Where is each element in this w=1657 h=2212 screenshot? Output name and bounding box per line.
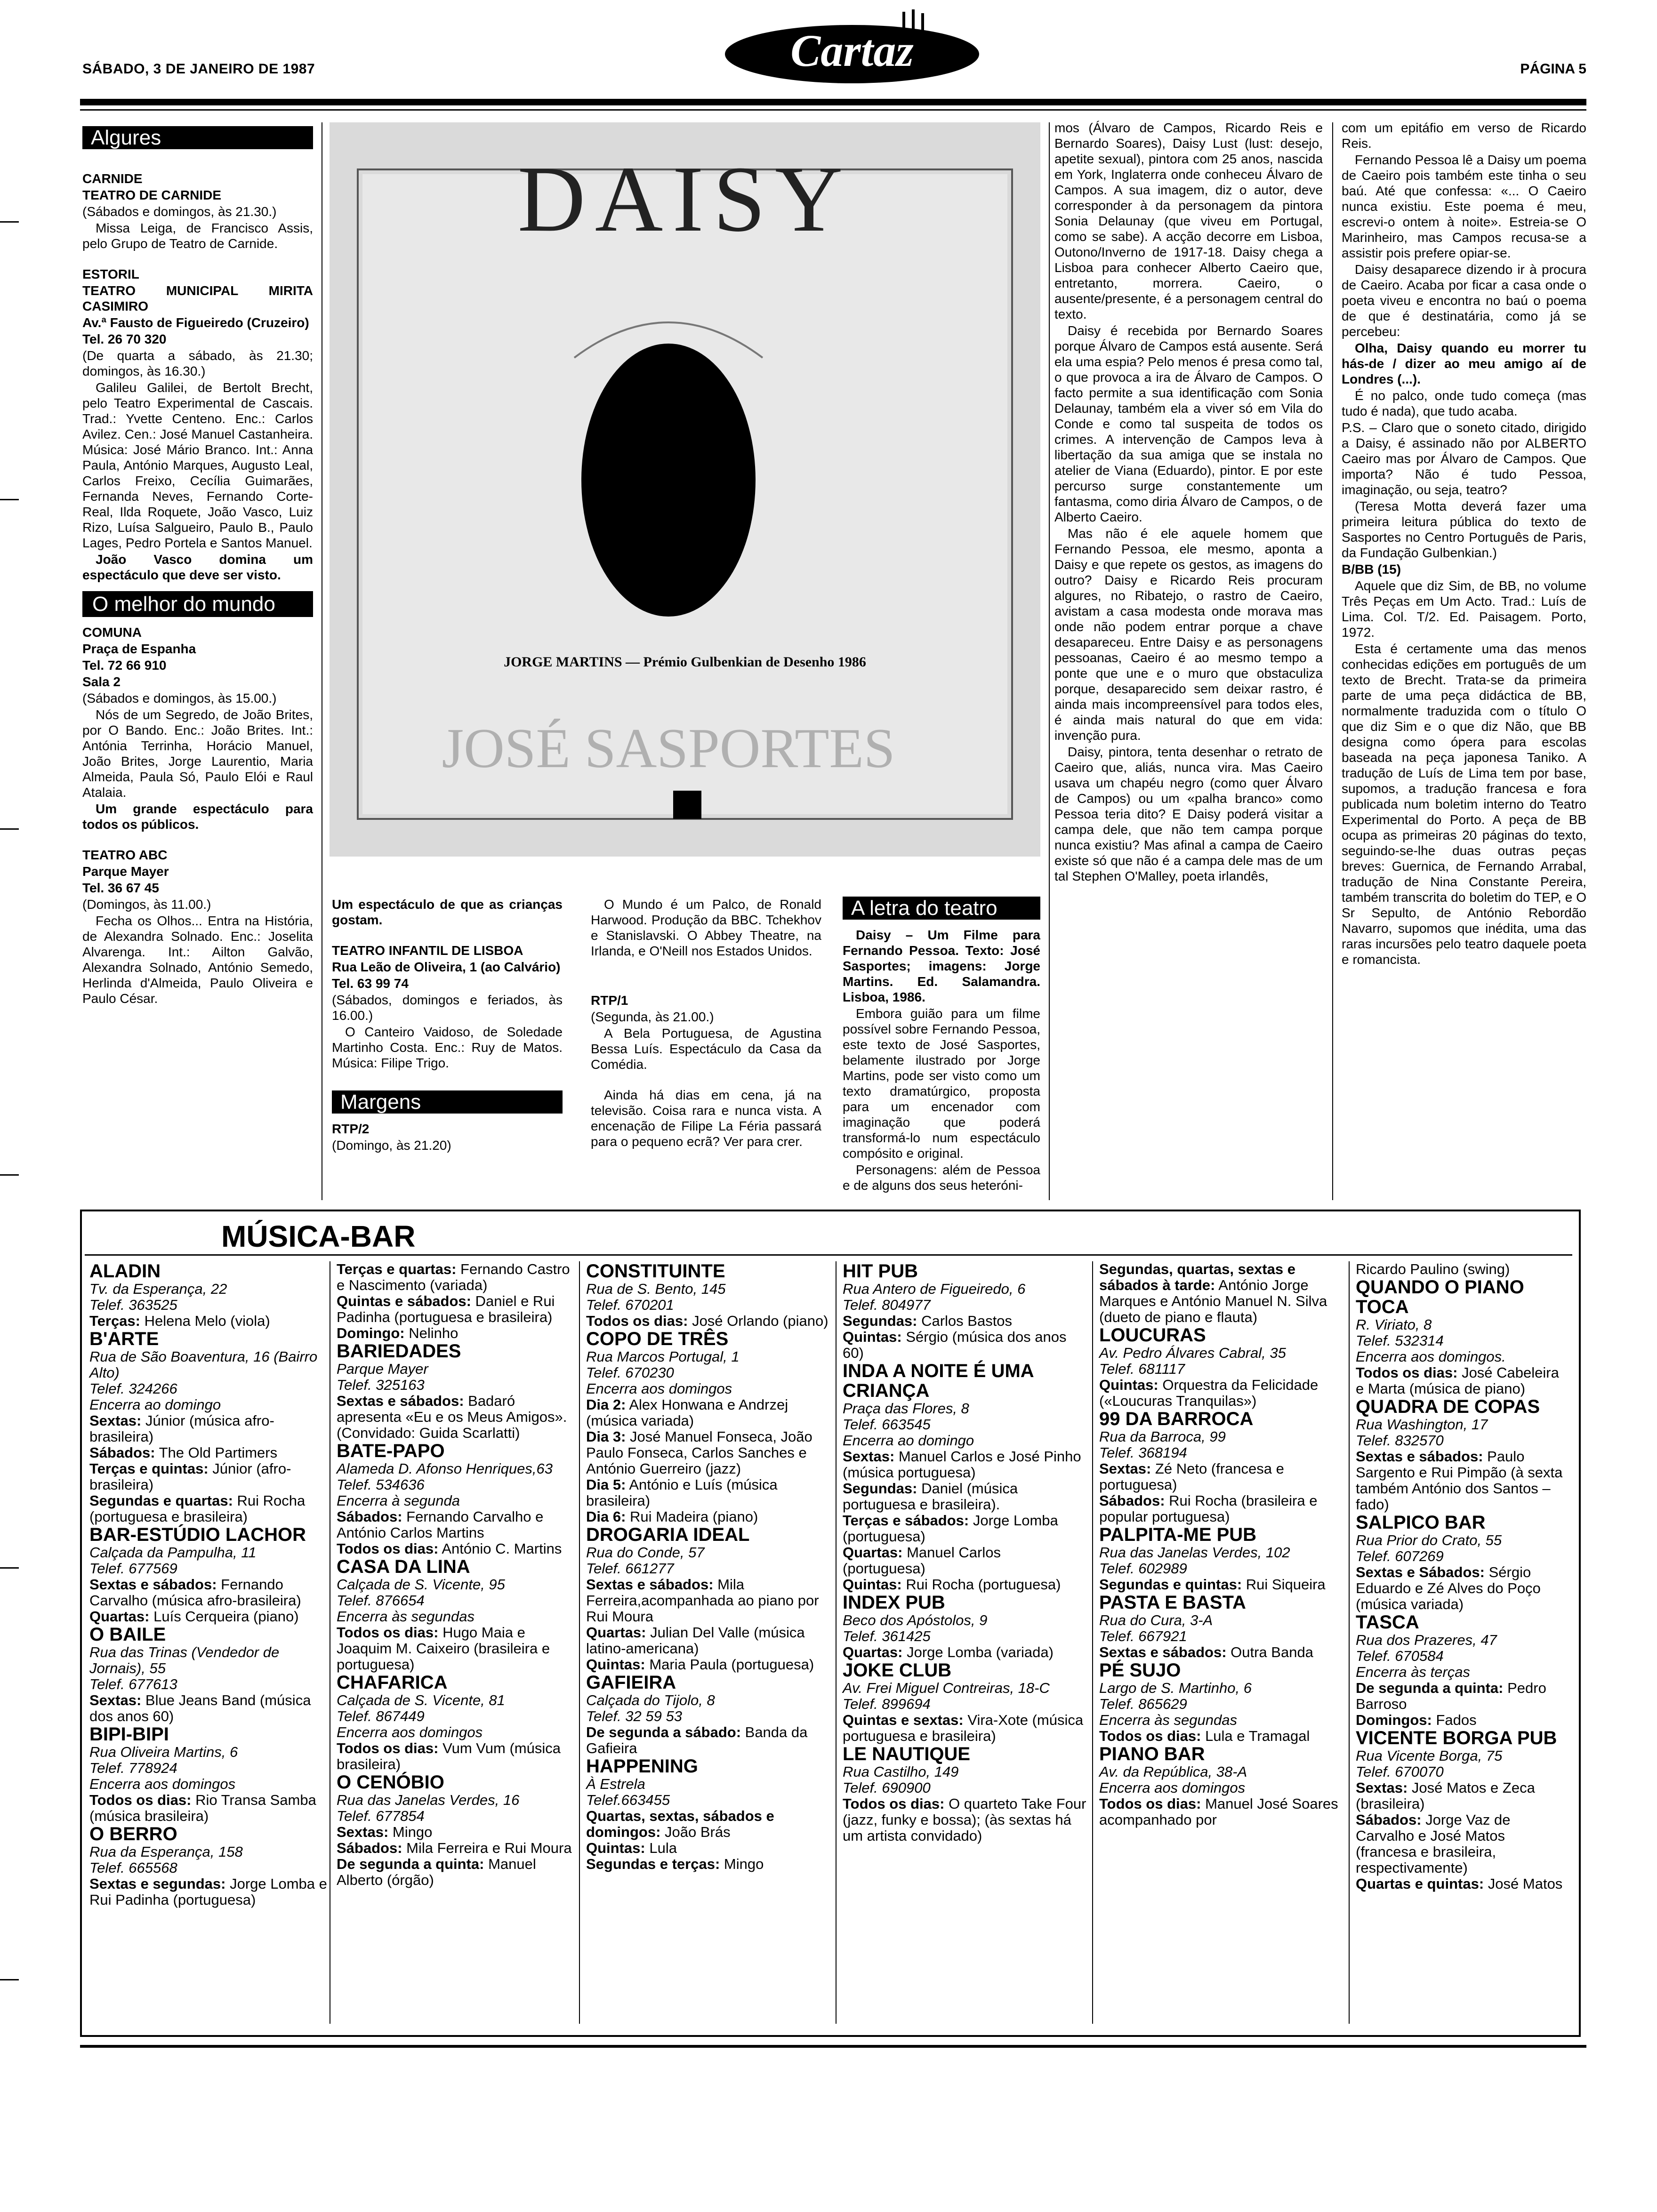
venue-detail: Telef. 670230	[586, 1364, 674, 1381]
venue-schedule: Sextas: Júnior (música afro-brasileira)	[89, 1412, 274, 1445]
theatre-room: Sala 2	[82, 674, 121, 689]
venue-schedule: Segundas: Daniel (música portuguesa e brasileira).	[843, 1480, 1018, 1513]
venue-detail: Tv. da Esperança, 22	[89, 1281, 227, 1297]
venue-detail: Encerra à segunda	[337, 1492, 460, 1509]
venue-schedule: Domingo: Nelinho	[337, 1325, 458, 1341]
venue-schedule: De segunda a sábado: Banda da Gafieira	[586, 1724, 808, 1756]
venue-detail: Rua Vicente Borga, 75	[1356, 1747, 1503, 1764]
schedule: (Domingos, às 11.00.)	[82, 897, 211, 912]
venue-detail: Telef. 532314	[1356, 1332, 1444, 1349]
venue-name: CHAFARICA	[337, 1672, 448, 1693]
section-margens-title: Margens	[332, 1090, 563, 1114]
venue-detail: Telef. 670070	[1356, 1763, 1444, 1780]
venue-schedule: Sextas: Zé Neto (francesa e portuguesa)	[1099, 1460, 1284, 1493]
venue-detail: Rua Castilho, 149	[843, 1763, 959, 1780]
venue-detail: Telef. 363525	[89, 1297, 177, 1313]
tv-channel: RTP/1	[591, 993, 628, 1008]
venue-schedule: Terças: Helena Melo (viola)	[89, 1313, 270, 1329]
venue-schedule: Todos os dias: Lula e Tramagal	[1099, 1728, 1310, 1744]
venue-schedule: Quintas e sábados: Daniel e Rui Padinha (portuguesa e brasileira)	[337, 1293, 555, 1325]
article-paragraph: com um epitáfio em verso de Ricardo Reis.	[1342, 120, 1586, 151]
venue-schedule: Todos os dias: José Orlando (piano)	[586, 1313, 828, 1329]
venue-name: PASTA E BASTA	[1099, 1592, 1246, 1613]
column-article-1	[1054, 120, 1323, 885]
section-letra-title: A letra do teatro	[843, 897, 1040, 920]
venue-schedule: Todos os dias: Vum Vum (música brasileira)	[337, 1740, 561, 1772]
venue-name: BATE-PAPO	[337, 1441, 445, 1461]
venue-schedule: Segundas e terças: Mingo	[586, 1856, 764, 1872]
venue-name: O BAILE	[89, 1624, 166, 1645]
column-divider	[1049, 122, 1050, 1200]
article-paragraph: P.S. – Claro que o soneto citado, dirigido a Daisy, é assinado não por ALBERTO Caeiro mas por Álvaro de Campos. Que importa? Não é tudo Pessoa, imaginação, ou seja, teatro?	[1342, 420, 1586, 497]
venue-name: PIANO BAR	[1099, 1744, 1205, 1764]
venue-name: CONSTITUINTE	[586, 1261, 725, 1282]
venue-schedule: Sextas: Manuel Carlos e José Pinho (música portuguesa)	[843, 1448, 1081, 1481]
article-paragraph: Fernando Pessoa lê a Daisy um poema de Caeiro pois também este tinha o seu baú. Até que confessa: «... O Caeiro nunca existiu. Este poema é meu, escrevi-o ontem à noite». Estreia-se O Marinheiro, mas Campos recusa-se a assistir pois prefere opiar-se.	[1342, 152, 1586, 260]
article-paragraph: Daisy, pintora, tenta desenhar o retrato de Caeiro que, aliás, nunca vira. Mas Caeiro usava um chapéu negro (como quer Álvaro de Campos) ou um «palha branco» como Pessoa teria dito? E Daisy poderá visitar a campa dele, que não tem campa porque nunca existiu? Mas afinal a campa de Caeiro existe só que não é a campa dele mas de um tal Stephen O'Malley, poeta irlandês,	[1054, 745, 1323, 883]
venue-detail: Calçada do Tijolo, 8	[586, 1692, 715, 1708]
venue-name: ALADIN	[89, 1261, 161, 1282]
show-listing: O Canteiro Vaidoso, de Soledade Martinho Costa. Enc.: Ruy de Matos. Música: Filipe Trigo.	[332, 1025, 563, 1070]
margin-mark	[0, 1979, 19, 1980]
venue-detail: Telef. 663545	[843, 1416, 931, 1433]
venue-detail: Calçada de S. Vicente, 95	[337, 1576, 505, 1593]
venue-schedule: Segundas, quartas, sextas e sábados à tarde: António Jorge Marques e António Manuel N. Silva (dueto de piano e flauta)	[1099, 1261, 1327, 1325]
venue-schedule: Ricardo Paulino (swing)	[1356, 1261, 1510, 1277]
column-article-2	[1342, 120, 1586, 968]
show-listing: Nós de um Segredo, de João Brites, por O Bando. Enc.: João Brites. Int.: Antónia Terrinha, Horácio Manuel, João Brites, Jorge Laurentio, Maria Almeida, Paula Só, Paulo Elói e Raul Atalaia.	[82, 707, 313, 800]
margin-mark	[0, 1567, 19, 1569]
article-paragraph: Embora guião para um filme possível sobre Fernando Pessoa, este texto de José Sasportes, belamente ilustrado por Jorge Martins, pode ser visto como um texto dramatúrgico, proposta para um encenador com imaginação que poderá transformá-lo num espectáculo compósito e original.	[843, 1006, 1040, 1161]
venue-detail: Praça das Flores, 8	[843, 1400, 969, 1417]
tv-channel: RTP/2	[332, 1122, 370, 1136]
venue-name: INDA A NOITE É UMA CRIANÇA	[843, 1361, 1034, 1401]
musica-column	[586, 1261, 831, 1872]
venue-detail: Rua das Janelas Verdes, 102	[1099, 1544, 1290, 1561]
venue-name: O CENÓBIO	[337, 1772, 444, 1793]
show-listing: Missa Leiga, de Francisco Assis, pelo Grupo de Teatro de Carnide.	[82, 221, 313, 251]
venue-name: PALPITA-ME PUB	[1099, 1524, 1257, 1545]
venue-schedule: Quartas: Julian Del Valle (música latino-americana)	[586, 1624, 805, 1657]
venue-detail: Encerra ao domingo	[89, 1396, 221, 1413]
venue-detail: Telef. 670584	[1356, 1648, 1444, 1664]
venue-detail: Encerra às segundas	[1099, 1712, 1237, 1728]
schedule: (Domingo, às 21.20)	[332, 1138, 451, 1153]
venue-detail: Av. Frei Miguel Contreiras, 18-C	[843, 1680, 1050, 1696]
venue-schedule: Todos os dias: Manuel José Soares acompanhado por	[1099, 1795, 1338, 1828]
venue-detail: Rua Antero de Figueiredo, 6	[843, 1281, 1026, 1297]
city-heading: ESTORIL	[82, 267, 139, 281]
venue-detail: Rua das Trinas (Vendedor de Jornais), 55	[89, 1644, 280, 1676]
venue-name: QUADRA DE COPAS	[1356, 1396, 1540, 1417]
venue-detail: Rua do Cura, 3-A	[1099, 1612, 1213, 1628]
column-divider	[1332, 122, 1333, 1200]
venue-detail: Telef. 690900	[843, 1779, 931, 1796]
cartaz-logo	[706, 9, 998, 89]
venue-detail: Telef. 677854	[337, 1808, 425, 1824]
venue-detail: Parque Mayer	[337, 1361, 428, 1377]
column-algures	[82, 126, 313, 1007]
venue-schedule: Sábados: The Old Partimers	[89, 1444, 278, 1461]
venue-name: HAPPENING	[586, 1756, 698, 1777]
venue-detail: Calçada da Pampulha, 11	[89, 1544, 257, 1561]
musica-bar-title: MÚSICA-BAR	[221, 1219, 416, 1253]
venue-name: HIT PUB	[843, 1261, 918, 1282]
venue-schedule: Quintas: Sérgio (música dos anos 60)	[843, 1329, 1067, 1361]
venue-name: JOKE CLUB	[843, 1660, 952, 1681]
column-letra	[843, 897, 1040, 1194]
venue-name: GAFIEIRA	[586, 1672, 676, 1693]
venue-detail: Rua Washington, 17	[1356, 1416, 1488, 1433]
theatre-phone: Tel. 63 99 74	[332, 976, 409, 991]
musica-bar-rule	[85, 1254, 1572, 1256]
venue-name: 99 DA BARROCA	[1099, 1409, 1254, 1429]
venue-name: DROGARIA IDEAL	[586, 1524, 750, 1545]
venue-detail: Telef. 602989	[1099, 1560, 1187, 1577]
venue-detail: Rua Prior do Crato, 55	[1356, 1532, 1502, 1548]
column-divider	[1092, 1261, 1093, 2024]
theatre-address: Av.ª Fausto de Figueiredo (Cruzeiro)	[82, 315, 309, 330]
venue-schedule: Todos os dias: Rio Transa Samba (música brasileira)	[89, 1792, 316, 1824]
daisy-title: DAISY	[517, 147, 853, 251]
header-date: SÁBADO, 3 DE JANEIRO DE 1987	[82, 61, 315, 77]
venue-schedule: Quintas: Rui Rocha (portuguesa)	[843, 1576, 1061, 1593]
venue-name: BARIEDADES	[337, 1341, 461, 1362]
venue-name: TASCA	[1356, 1612, 1419, 1633]
venue-detail: Rua Marcos Portugal, 1	[586, 1348, 740, 1365]
venue-schedule: De segunda a quinta: Pedro Barroso	[1356, 1680, 1546, 1712]
venue-detail: Telef. 804977	[843, 1297, 931, 1313]
venue-schedule: Dia 2: Alex Honwana e Andrzej (música variada)	[586, 1396, 788, 1429]
musica-column	[843, 1261, 1087, 1844]
article-paragraph: (Teresa Motta deverá fazer uma primeira leitura pública do texto de Sasportes no Centro Português de Paris, da Fundação Gulbenkian.)	[1342, 499, 1586, 560]
venue-detail: Telef. 899694	[843, 1696, 931, 1712]
venue-schedule: Terças e quintas: Júnior (afro-brasileira)	[89, 1460, 291, 1493]
venue-detail: Rua da Barroca, 99	[1099, 1428, 1226, 1445]
venue-detail: Telef. 876654	[337, 1592, 425, 1609]
schedule: (De quarta a sábado, às 21.30; domingos, às 16.30.)	[82, 348, 313, 378]
column-divider	[1349, 1261, 1350, 2024]
venue-schedule: Sábados: Mila Ferreira e Rui Moura	[337, 1840, 572, 1856]
venue-detail: Encerra aos domingos.	[1356, 1348, 1506, 1365]
theatre-name: TEATRO DE CARNIDE	[82, 188, 222, 202]
schedule: (Segunda, às 21.00.)	[591, 1010, 714, 1024]
venue-schedule: Terças e quartas: Fernando Castro e Nascimento (variada)	[337, 1261, 570, 1293]
venue-name: SALPICO BAR	[1356, 1512, 1486, 1533]
venue-detail: Telef. 368194	[1099, 1444, 1187, 1461]
venue-schedule: Sextas: Blue Jeans Band (música dos anos 60)	[89, 1692, 311, 1724]
venue-schedule: Sábados: Rui Rocha (brasileira e popular portuguesa)	[1099, 1492, 1318, 1525]
venue-detail: Encerra às segundas	[337, 1608, 475, 1625]
theatre-phone: Tel. 36 67 45	[82, 881, 159, 895]
venue-detail: Telef. 865629	[1099, 1696, 1187, 1712]
city-heading: CARNIDE	[82, 171, 143, 186]
venue-detail: Rua da Esperança, 158	[89, 1843, 243, 1860]
venue-detail: Telef.663455	[586, 1792, 670, 1808]
venue-schedule: Quartas: Jorge Lomba (variada)	[843, 1644, 1054, 1660]
section-melhor-title: O melhor do mundo	[82, 591, 313, 617]
article-paragraph: Esta é certamente uma das menos conhecidas edições em português de um texto de Brecht. Trata-se da primeira parte de uma peça didáctica de BB, normalmente traduzida com o título O que diz Sim e o que diz Não, que BB designa como ópera para escolas baseada na peça japonesa Taniko. A tradução de Luís de Lima tem por base, supomos, a tradução francesa e fora publicada num boletim interno do Teatro Experimental do Porto. A peça de BB ocupa as primeiras 20 páginas do texto, seguindo-se-lhe duas outras peças breves: Guernica, de Fernando Arrabal, tradução de Nina Constante Pereira, também transcrita do boletim do TEP, e O Sr Sepulto, de António Rebordão Navarro, supomos que inédita, uma das raras incursões pelo teatro daquele poeta e romancista.	[1342, 641, 1586, 967]
venue-detail: Telef. 832570	[1356, 1432, 1444, 1449]
critic-note: João Vasco domina um espectáculo que deve ser visto.	[82, 552, 313, 582]
venue-schedule: Dia 3: José Manuel Fonseca, João Paulo Fonseca, Carlos Sanches e António Guerreiro (jazz)	[586, 1428, 812, 1477]
theatre-phone: Tel. 26 70 320	[82, 332, 167, 346]
critic-note: Um espectáculo de que as crianças gostam.	[332, 897, 563, 927]
venue-schedule: Sábados: Fernando Carvalho e António Carlos Martins	[337, 1508, 544, 1541]
theatre-address: Rua Leão de Oliveira, 1 (ao Calvário)	[332, 960, 561, 974]
venue-schedule: Sextas e sábados: Badaró apresenta «Eu e os Meus Amigos». (Convidado: Guida Scarlatti)	[337, 1393, 567, 1441]
daisy-illustration	[330, 122, 1040, 857]
margin-mark	[0, 499, 19, 500]
venue-detail: Rua dos Prazeres, 47	[1356, 1632, 1497, 1648]
venue-schedule: Quartas: Manuel Carlos (portuguesa)	[843, 1544, 1001, 1577]
venue-schedule: Quintas e sextas: Vira-Xote (música portuguesa e brasileira)	[843, 1712, 1084, 1744]
section-algures-title: Algures	[82, 126, 313, 149]
venue-detail: Encerra aos domingos	[337, 1724, 483, 1740]
article-paragraph: mos (Álvaro de Campos, Ricardo Reis e Bernardo Soares), Daisy Lust (lust: desejo, apetite sexual), pintora com 25 anos, nascida em York, Inglaterra onde conheceu Álvaro de Campos. A sua imagem, diz o autor, deve corresponder à da personagem da pintora Sonia Delaunay (que viveu em Portugal, como se sabe). A acção decorre em Lisboa, Outono/Inverno de 1917-18. Daisy chega a Lisboa para conhecer Alberto Caeiro que, entretanto, morrera. Caeiro, o ausente/presente, é a personagem central do texto.	[1054, 120, 1323, 321]
venue-name: BIPI-BIPI	[89, 1724, 169, 1745]
venue-name: CASA DA LINA	[337, 1556, 470, 1577]
critic-note: Um grande espectáculo para todos os públicos.	[82, 801, 313, 832]
venue-name: B'ARTE	[89, 1329, 159, 1349]
article-paragraph: Daisy desaparece dizendo ir à procura de Caeiro. Acaba por ficar a casa onde o poeta viveu e encontra no baú o poema de que é destinatária, como já se percebeu:	[1342, 262, 1586, 339]
venue-detail: Encerra aos domingos	[1099, 1779, 1246, 1796]
venue-detail: Telef. 670201	[586, 1297, 674, 1313]
illustration-caption: JORGE MARTINS — Prémio Gulbenkian de Desenho 1986	[504, 654, 866, 670]
theatre-name: TEATRO MUNICIPAL MIRITA CASIMIRO	[82, 283, 313, 313]
venue-detail: Av. da República, 38-A	[1099, 1763, 1247, 1780]
article-paragraph: Daisy é recebida por Bernardo Soares porque Álvaro de Campos está ausente. Será ela uma espia? Pelo menos é presa como tal, o que provoca a ira de Álvaro de Campos. O facto permite a sua identificação com Sonia Delaunay, também ela a viver só em Vila do Conde e como tal suspeita de todos os crimes. A intervenção de Campos leva à libertação da sua amiga que se instala no atelier de Viana (Eduardo), pintor. E por este percurso surge constantemente um fantasma, como diria Álvaro de Campos, o de Alberto Caeiro.	[1054, 323, 1323, 524]
venue-detail: Encerra aos domingos	[89, 1776, 236, 1792]
venue-schedule: Dia 6: Rui Madeira (piano)	[586, 1508, 758, 1525]
book-reference: Aquele que diz Sim, de BB, no volume Três Peças em Um Acto. Trad.: Luís de Lima. Col. T/2. Ed. Paisagem. Porto, 1972.	[1342, 578, 1586, 640]
svg-text:JOSÉ SASPORTES: JOSÉ SASPORTES	[442, 717, 895, 779]
venue-detail: Telef. 534636	[337, 1476, 425, 1493]
critic-note: Ainda há dias em cena, já na televisão. Coisa rara e nunca vista. A encenação de Filipe La Féria passará para o pequeno ecrã? Ver para crer.	[591, 1088, 821, 1149]
poem-quote: Olha, Daisy quando eu morrer tu hás-de / dizer ao meu amigo aí de Londres (...).	[1342, 341, 1586, 386]
venue-schedule: Sextas e sábados: Outra Banda	[1099, 1644, 1313, 1660]
theatre-name: TEATRO INFANTIL DE LISBOA	[332, 943, 523, 958]
venue-name: COPO DE TRÊS	[586, 1329, 729, 1349]
venue-detail: Telef. 325163	[337, 1377, 425, 1393]
venue-schedule: Segundas: Carlos Bastos	[843, 1313, 1013, 1329]
venue-schedule: Segundas e quintas: Rui Siqueira	[1099, 1576, 1326, 1593]
venue-detail: Alameda D. Afonso Henriques,63	[337, 1460, 553, 1477]
venue-detail: Telef. 361425	[843, 1628, 931, 1644]
venue-detail: Telef. 667921	[1099, 1628, 1187, 1644]
venue-detail: Telef. 867449	[337, 1708, 425, 1724]
venue-name: LOUCURAS	[1099, 1325, 1206, 1346]
venue-schedule: Quintas: Lula	[586, 1840, 677, 1856]
schedule: (Sábados, domingos e feriados, às 16.00.)	[332, 993, 563, 1023]
venue-detail: Beco dos Apóstolos, 9	[843, 1612, 988, 1628]
top-rule-thin	[80, 109, 1586, 111]
venue-detail: Largo de S. Martinho, 6	[1099, 1680, 1252, 1696]
venue-schedule: Quartas e quintas: José Matos	[1356, 1875, 1563, 1892]
theatre-address: Praça de Espanha	[82, 641, 196, 656]
venue-detail: Rua de S. Bento, 145	[586, 1281, 726, 1297]
venue-schedule: Quartas: Luís Cerqueira (piano)	[89, 1608, 299, 1625]
show-listing: O Mundo é um Palco, de Ronald Harwood. Produção da BBC. Tchekhov e Stanislavski. O Abbey Theatre, na Irlanda, e O'Neill nos Estados Unidos.	[591, 897, 821, 958]
venue-schedule: Todos os dias: José Cabeleira e Marta (música de piano)	[1356, 1364, 1559, 1397]
venue-schedule: Todos os dias: Hugo Maia e Joaquim M. Caixeiro (brasileira e portuguesa)	[337, 1624, 550, 1673]
venue-schedule: Sextas: Mingo	[337, 1824, 433, 1840]
venue-detail: Rua do Conde, 57	[586, 1544, 705, 1561]
column-infantil	[332, 897, 563, 1154]
page-number: PÁGINA 5	[1520, 61, 1586, 77]
schedule: (Sábados e domingos, às 21.30.)	[82, 204, 277, 219]
venue-detail: Encerra às terças	[1356, 1664, 1470, 1680]
venue-schedule: Sábados: Jorge Vaz de Carvalho e José Matos (francesa e brasileira, respectivamente)	[1356, 1811, 1511, 1876]
musica-column	[1356, 1261, 1563, 1892]
venue-detail: Telef. 324266	[89, 1380, 177, 1397]
venue-name: VICENTE BORGA PUB	[1356, 1728, 1557, 1748]
venue-detail: Av. Pedro Álvares Cabral, 35	[1099, 1345, 1286, 1361]
venue-detail: R. Viriato, 8	[1356, 1316, 1432, 1333]
venue-detail: Telef. 677613	[89, 1676, 177, 1692]
theatre-phone: Tel. 72 66 910	[82, 658, 167, 673]
article-paragraph: Personagens: além de Pessoa e de alguns dos seus heteróni-	[843, 1162, 1040, 1193]
margin-mark	[0, 828, 19, 830]
venue-detail: Telef. 677569	[89, 1560, 177, 1577]
column-divider	[836, 1261, 837, 2024]
musica-column	[337, 1261, 581, 1888]
margin-mark	[0, 221, 19, 223]
venue-schedule: Sextas e sábados: Paulo Sargento e Rui Pimpão (à sexta também António dos Santos – fado)	[1356, 1448, 1563, 1513]
venue-schedule: Quintas: Orquestra da Felicidade («Loucuras Tranquilas»)	[1099, 1377, 1319, 1409]
venue-name: QUANDO O PIANO TOCA	[1356, 1277, 1524, 1317]
venue-detail: À Estrela	[586, 1776, 645, 1792]
venue-schedule: Segundas e quartas: Rui Rocha (portuguesa e brasileira)	[89, 1492, 306, 1525]
venue-schedule: Sextas: José Matos e Zeca (brasileira)	[1356, 1779, 1535, 1812]
column-divider	[579, 1261, 580, 2024]
venue-detail: Rua de São Boaventura, 16 (Bairro Alto)	[89, 1348, 318, 1381]
venue-name: O BERRO	[89, 1824, 177, 1844]
venue-detail: Telef. 681117	[1099, 1361, 1185, 1377]
venue-schedule: Sextas e Sábados: Sérgio Eduardo e Zé Alves do Poço (música variada)	[1356, 1564, 1541, 1612]
musica-column	[89, 1261, 334, 1908]
venue-schedule: Dia 5: António e Luís (música brasileira)	[586, 1476, 778, 1509]
svg-text:Cartaz: Cartaz	[790, 25, 914, 76]
venue-detail: Telef. 778924	[89, 1760, 177, 1776]
venue-schedule: Quintas: Maria Paula (portuguesa)	[586, 1656, 814, 1673]
venue-schedule: Todos os dias: O quarteto Take Four (jazz, funky e bossa); (às sextas há um artista convidado)	[843, 1795, 1086, 1844]
venue-detail: Telef. 661277	[586, 1560, 674, 1577]
margin-mark	[0, 1174, 19, 1176]
series-heading: B/BB (15)	[1342, 562, 1401, 577]
venue-name: PÉ SUJO	[1099, 1660, 1181, 1681]
venue-schedule: Todos os dias: António C. Martins	[337, 1540, 562, 1557]
venue-detail: Rua das Janelas Verdes, 16	[337, 1792, 520, 1808]
venue-detail: Telef. 665568	[89, 1859, 177, 1876]
book-reference: Daisy – Um Filme para Fernando Pessoa. Texto: José Sasportes; imagens: Jorge Martins. Ed. Salamandra. Lisboa, 1986.	[843, 928, 1040, 1004]
article-paragraph: É no palco, onde tudo começa (mas tudo é nada), que tudo acaba.	[1342, 388, 1586, 418]
article-paragraph: Mas não é ele aquele homem que Fernando Pessoa, ele mesmo, aponta a Daisy e que repete os gestos, as imagens do outro? Daisy e Ricardo Reis procuram algures, no Ribatejo, o rastro de Caeiro, avistam a casa modesta onde morava mas onde não podem entrar porque a chave desapareceu. Entre Daisy e as personagens pessoanas, Caeiro é ao mesmo tempo a ponte que une e o muro que obstaculiza porque, desaparecido sem deixar rastro, é ainda mais incompreensível para todos eles, é ainda mais natural do que em vida: invenção pura.	[1054, 526, 1323, 743]
musica-column	[1099, 1261, 1344, 1828]
show-listing: Galileu Galilei, de Bertolt Brecht, pelo Teatro Experimental de Cascais. Trad.: Yvette Centeno. Enc.: Carlos Avilez. Cen.: José Manuel Castanheira. Música: José Mário Branco. Int.: Anna Paula, António Marques, Augusto Leal, Carlos Freixo, Cecília Guimarães, Fernanda Neves, Fernando Corte-Real, Ilda Roquete, João Vasco, Luiz Rizo, Luísa Salgueiro, Paulo B., Paulo Lages, Pedro Portela e Santos Manuel.	[82, 380, 313, 550]
bottom-rule	[80, 2045, 1586, 2048]
venue-schedule: Terças e sábados: Jorge Lomba (portuguesa)	[843, 1512, 1058, 1545]
venue-detail: Telef. 32 59 53	[586, 1708, 682, 1724]
venue-detail: Encerra ao domingo	[843, 1432, 974, 1449]
schedule: (Sábados e domingos, às 15.00.)	[82, 691, 277, 705]
venue-schedule: Sextas e sábados: Mila Ferreira,acompanhada ao piano por Rui Moura	[586, 1576, 819, 1625]
theatre-name: COMUNA	[82, 625, 142, 640]
show-listing: Fecha os Olhos... Entra na História, de Alexandra Solnado. Enc.: Joselita Alvarenga. Int.: Ailton Galvão, Alexandra Solnado, António Semedo, Herlinda d'Almeida, Paulo Oliveira e Paulo César.	[82, 914, 313, 1006]
venue-detail: Rua Oliveira Martins, 6	[89, 1744, 238, 1760]
venue-name: LE NAUTIQUE	[843, 1744, 971, 1764]
venue-detail: Telef. 607269	[1356, 1548, 1444, 1564]
venue-schedule: De segunda a quinta: Manuel Alberto (órgão)	[337, 1856, 536, 1888]
venue-name: BAR-ESTÚDIO LACHOR	[89, 1524, 306, 1545]
venue-detail: Encerra aos domingos	[586, 1380, 732, 1397]
venue-detail: Calçada de S. Vicente, 81	[337, 1692, 505, 1708]
theatre-address: Parque Mayer	[82, 864, 169, 879]
venue-name: INDEX PUB	[843, 1592, 945, 1613]
venue-schedule: Quartas, sextas, sábados e domingos: João Brás	[586, 1808, 774, 1840]
theatre-name: TEATRO ABC	[82, 848, 168, 862]
column-tv	[591, 897, 821, 1150]
venue-schedule: Sextas e sábados: Fernando Carvalho (música afro-brasileira)	[89, 1576, 301, 1609]
show-listing: A Bela Portuguesa, de Agustina Bessa Luís. Espectáculo da Casa da Comédia.	[591, 1026, 821, 1072]
venue-schedule: Sextas e segundas: Jorge Lomba e Rui Padinha (portuguesa)	[89, 1875, 327, 1908]
venue-schedule: Domingos: Fados	[1356, 1712, 1477, 1728]
top-rule	[80, 99, 1586, 105]
